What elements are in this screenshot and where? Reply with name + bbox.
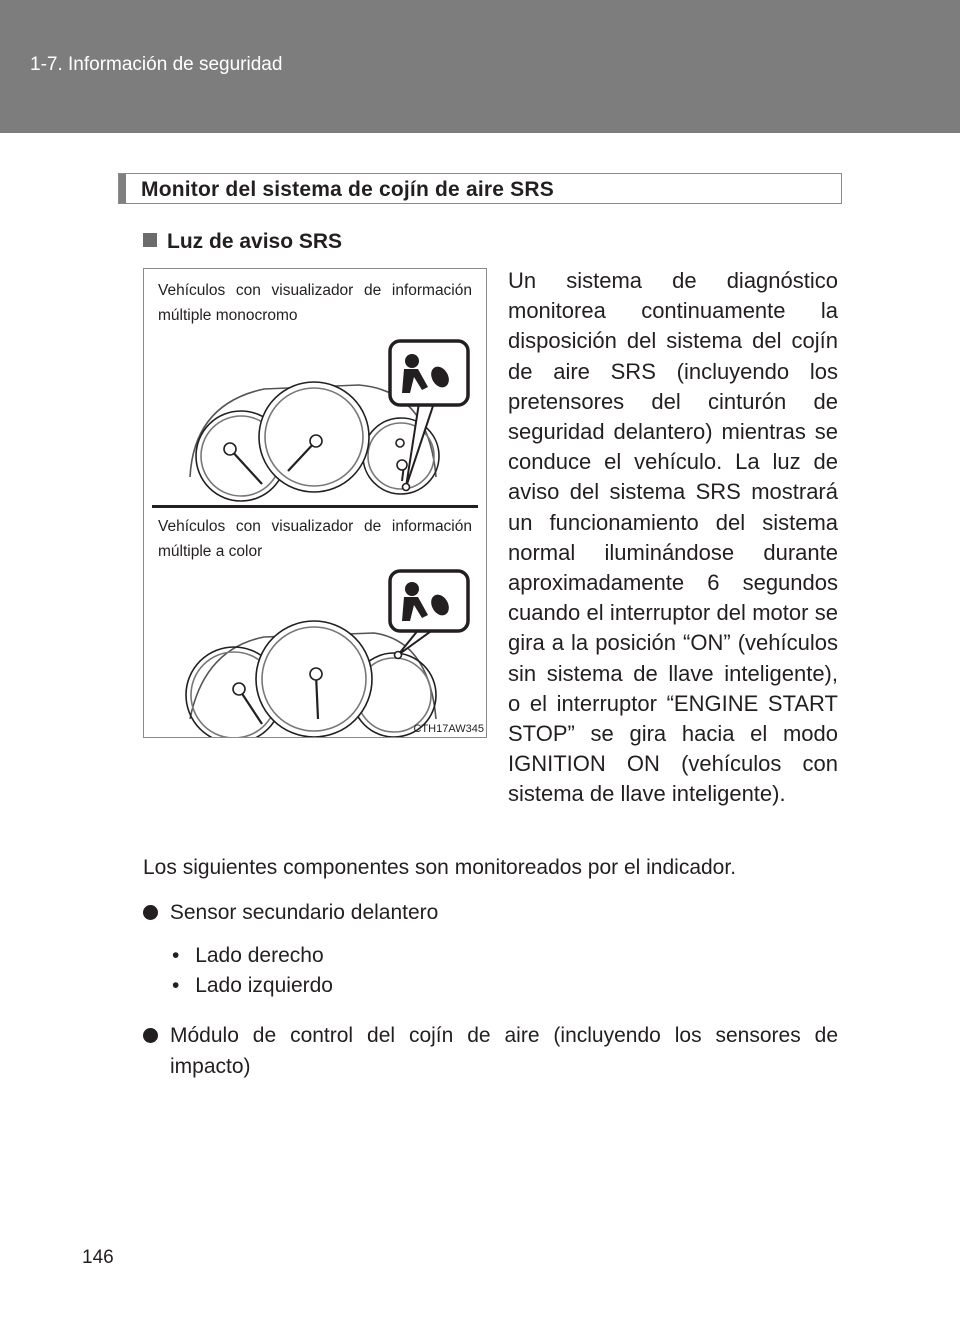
instrument-cluster-figure [143, 268, 487, 738]
side-paragraph: Un sistema de diagnóstico monitorea continuamente la disposición del sistema del cojín de aire SRS (incluyendo los pretensores del cinturón de seguridad delantero) mientras se conduce el vehículo. La luz de aviso del sistema SRS mostrará un funcionamiento del sistema normal iluminándose durante aproximadamente 6 segundos cuando el interruptor del motor se gira a la posición “ON” (vehículos sin sistema de llave inteligente), o el interruptor “ENGINE START STOP” se gira hacia el modo IGNITION ON (vehículos con sistema de llave inteligente). [508, 268, 838, 807]
intro-text: Los siguientes componentes son monitoreados por el indicador. [143, 856, 737, 879]
subsection-title: Luz de aviso SRS [167, 230, 343, 253]
section-label: 1-7. Información de seguridad [30, 54, 283, 75]
subsection-heading [143, 230, 342, 254]
figure-caption-top: Vehículos con visualizador de información múltiple monocromo [158, 282, 472, 324]
sub-list-item [172, 974, 333, 998]
dot-bullet-icon: • [172, 974, 180, 997]
figure-code: CTH17AW345 [413, 723, 484, 735]
section-title: Monitor del sistema de cojín de aire SRS [141, 178, 554, 201]
list-item-label: Módulo de control del cojín de aire (incluyendo los sensores de impacto) [170, 1024, 838, 1078]
round-bullet-icon [143, 905, 158, 920]
page-number: 146 [82, 1247, 114, 1268]
figure-caption-bottom: Vehículos con visualizador de información múltiple a color [158, 518, 472, 560]
title-accent-bar [119, 174, 126, 203]
dot-bullet-icon: • [172, 944, 180, 967]
sub-list-item-label: Lado derecho [195, 944, 324, 967]
round-bullet-icon-wrap [143, 1024, 158, 1048]
header-band [0, 0, 960, 133]
list-item [143, 901, 438, 925]
sub-list-item [172, 944, 324, 968]
round-bullet-icon [143, 1028, 158, 1043]
section-title-box [118, 173, 842, 204]
list-item-label: Sensor secundario delantero [169, 901, 439, 924]
square-bullet-icon [143, 233, 157, 247]
sub-list-item-label: Lado izquierdo [195, 974, 333, 997]
cluster-illustration [144, 269, 486, 737]
